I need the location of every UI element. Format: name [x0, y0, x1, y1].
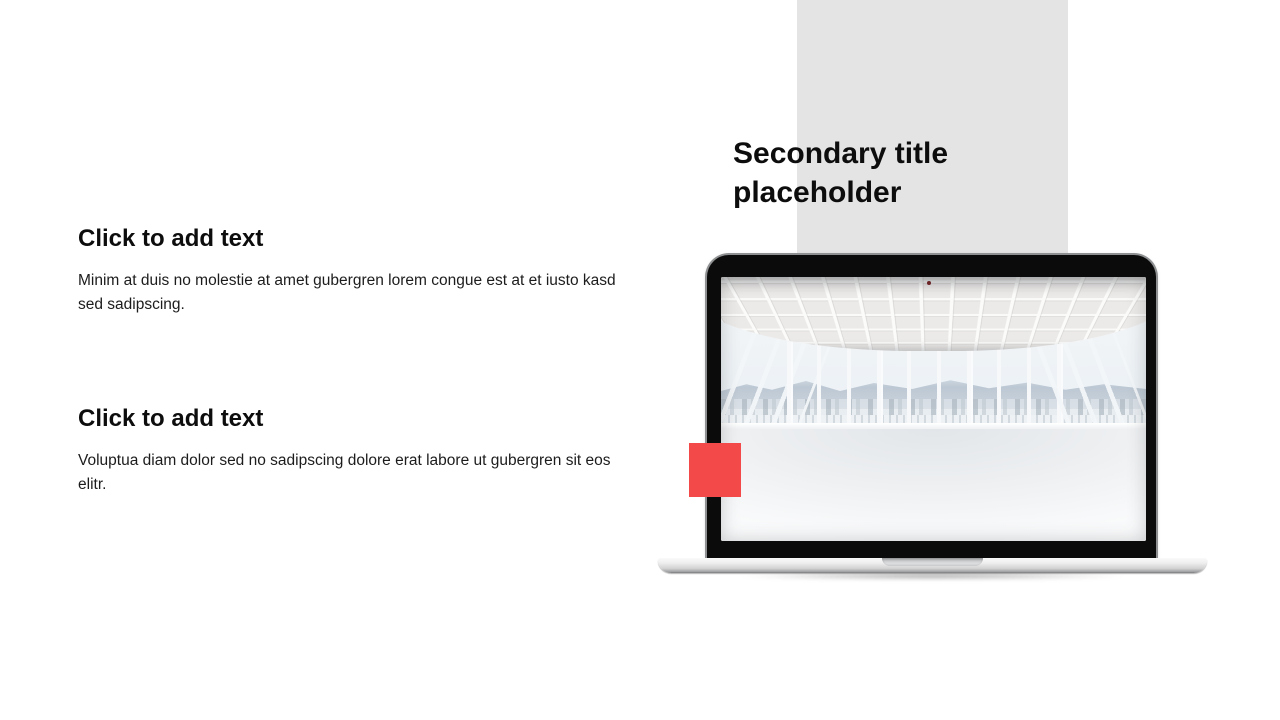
laptop-base — [658, 558, 1207, 573]
text-block-2-heading[interactable]: Click to add text — [78, 405, 264, 432]
text-block-1-heading[interactable]: Click to add text — [78, 225, 264, 252]
accent-square — [689, 443, 741, 497]
laptop-base-notch — [882, 558, 983, 566]
text-block-2[interactable] — [78, 407, 640, 497]
accent-band — [797, 0, 1068, 255]
text-block-2-body[interactable]: Voluptua diam dolor sed no sadipscing dolore erat labore ut gubergren sit eos elitr. — [78, 452, 611, 493]
text-block-1[interactable] — [78, 227, 640, 317]
screen-photo — [721, 277, 1146, 541]
photo-sprinkler-dot — [927, 281, 931, 285]
photo-ceiling-grid — [721, 277, 1146, 351]
photo-window-mullions-center — [787, 337, 1080, 434]
text-block-1-body[interactable]: Minim at duis no molestie at amet gubergren lorem congue est at et iusto kasd sed sadipscing. — [78, 272, 616, 313]
photo-ceiling — [721, 277, 1146, 351]
secondary-title-placeholder[interactable]: Secondary title placeholder — [733, 137, 949, 209]
laptop-screen — [707, 255, 1156, 558]
photo-room-floor — [721, 429, 1146, 541]
